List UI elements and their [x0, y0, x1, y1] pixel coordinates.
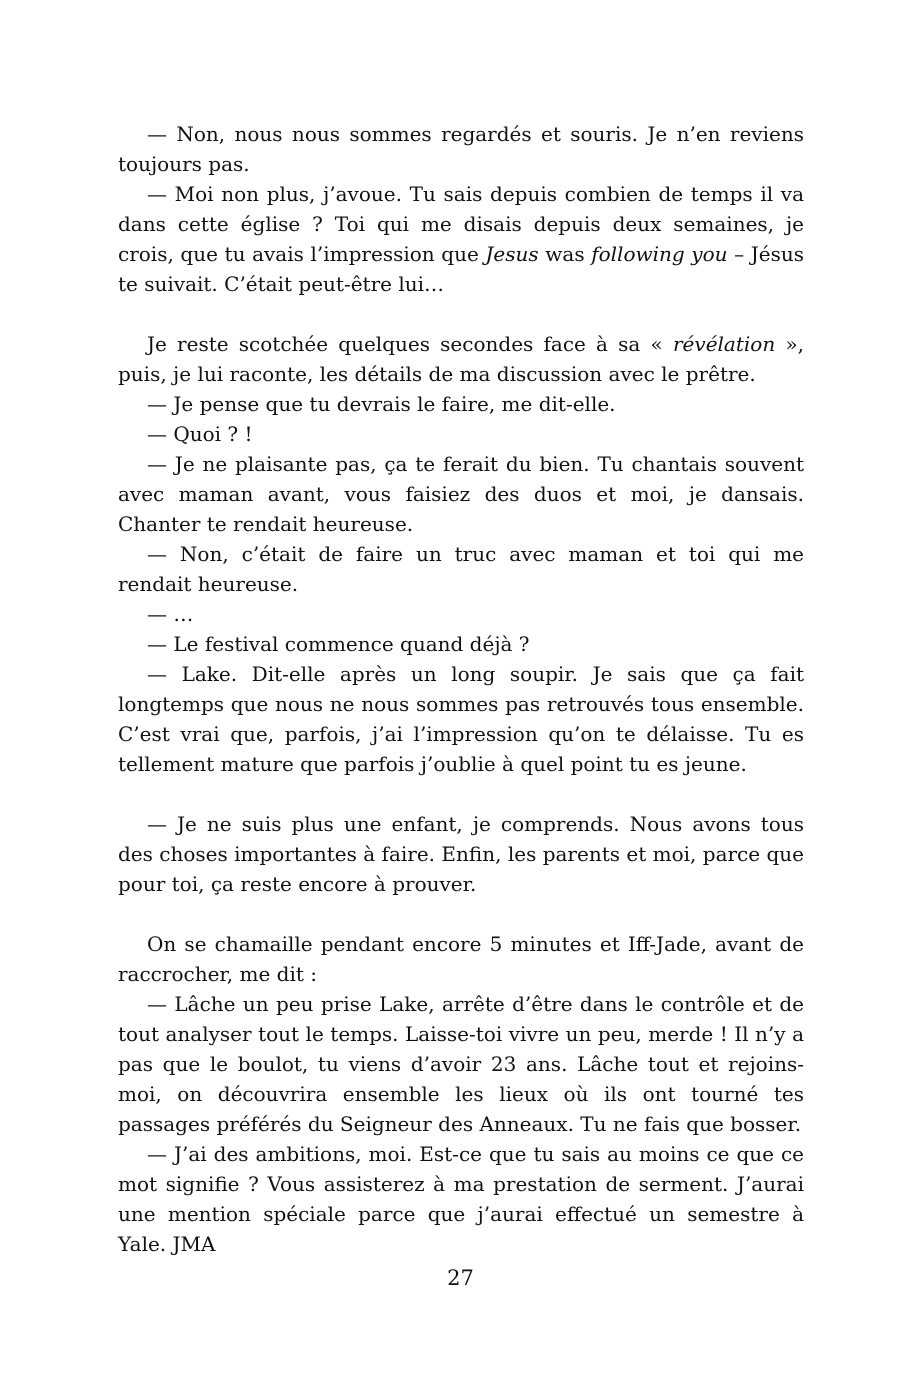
body-text: [118, 119, 804, 1259]
paragraph-4: — Je pense que tu devrais le faire, me dit-elle.: [147, 392, 616, 416]
paragraph-1: — Non, nous nous sommes regardés et souris. Je n’en reviens toujours pas.: [118, 122, 804, 176]
paragraph-10: — Lake. Dit-elle après un long soupir. Je sais que ça fait longtemps que nous ne nous sommes pas retrouvés tous ensemble. C’est vrai que, parfois, j’ai l’impression qu’on te délaisse. Tu es tellement mature que parfois j’oublie à quel point tu es jeune.: [118, 662, 804, 776]
paragraph-3-italic: révélation: [673, 332, 776, 356]
paragraph-7: — Non, c’était de faire un truc avec maman et toi qui me rendait heureuse.: [118, 542, 804, 596]
paragraph-8: — …: [147, 602, 194, 626]
paragraph-2-text: — Moi non plus, j’avoue. Tu sais depuis combien de temps il va dans cette église ? Toi qui me disais depuis deux semaines, je crois, que tu avais l’impression que: [118, 182, 804, 266]
paragraph-2: [118, 179, 804, 299]
paragraph-3-text: Je reste scotchée quelques secondes face à sa «: [147, 332, 673, 356]
paragraph-3: [118, 329, 804, 389]
paragraph-13: — Lâche un peu prise Lake, arrête d’être dans le contrôle et de tout analyser tout le temps. Laisse-toi vivre un peu, merde ! Il n’y a pas que le boulot, tu viens d’avoir 23 ans. Lâche tout et rejoins-moi, on découvrira ensemble les lieux où ils ont tourné tes passages préférés du Seigneur des Anneaux. Tu ne fais que bosser.: [118, 992, 804, 1136]
page-number: 27: [447, 1266, 474, 1290]
paragraph-5: — Quoi ? !: [147, 422, 253, 446]
paragraph-2-italic-jesus: Jesus: [485, 242, 539, 266]
paragraph-11: — Je ne suis plus une enfant, je comprends. Nous avons tous des choses importantes à faire. Enfin, les parents et moi, parce que pour toi, ça reste encore à prouver.: [118, 812, 804, 896]
paragraph-9: — Le festival commence quand déjà ?: [147, 632, 530, 656]
paragraph-6: — Je ne plaisante pas, ça te ferait du bien. Tu chantais souvent avec maman avant, vous faisiez des duos et moi, je dansais. Chanter te rendait heureuse.: [118, 452, 804, 536]
paragraph-2-end: – Jésus te suivait. C’était peut-être lui…: [118, 242, 804, 296]
paragraph-3-end: », puis, je lui raconte, les détails de ma discussion avec le prêtre.: [118, 332, 805, 386]
paragraph-14: — J’ai des ambitions, moi. Est-ce que tu sais au moins ce que ce mot signifie ? Vous assisterez à ma prestation de serment. J’aurai une mention spéciale parce que j’aurai effectué un semestre à Yale. JMA: [118, 1142, 804, 1256]
paragraph-2-mid: was: [538, 242, 592, 266]
paragraph-2-italic-following: following you: [591, 242, 728, 266]
paragraph-12: On se chamaille pendant encore 5 minutes et Iff-Jade, avant de raccrocher, me dit :: [118, 932, 804, 986]
